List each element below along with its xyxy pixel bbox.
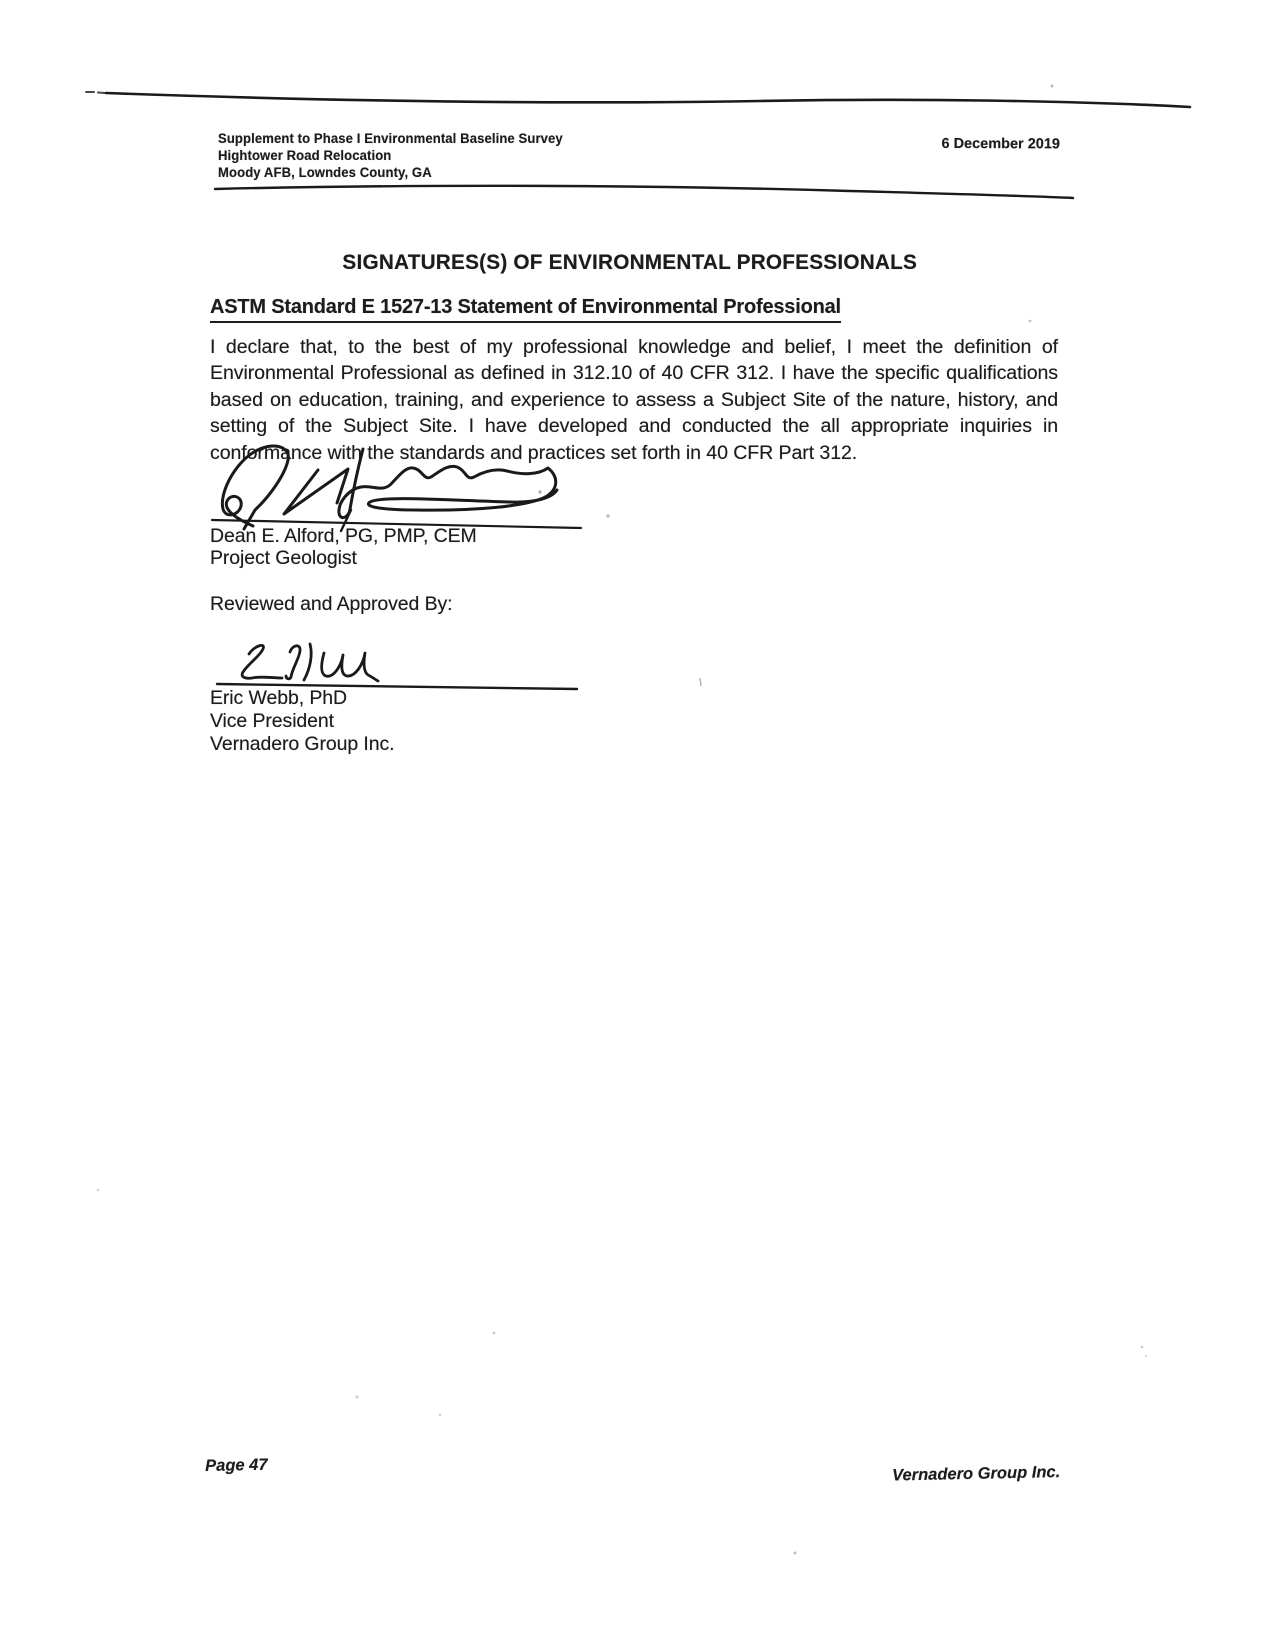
- footer-page-number: Page 47: [205, 1455, 268, 1475]
- speck: [355, 1395, 358, 1398]
- paragraph-line: I declare that, to the best of my professional knowledge and belief, I meet the definition of: [210, 336, 1058, 358]
- approval-label: Reviewed and Approved By:: [210, 593, 453, 615]
- signature-stroke: [284, 469, 348, 514]
- footer-company: Vernadero Group Inc.: [891, 1463, 1061, 1485]
- speck: [1141, 1346, 1144, 1349]
- header-line-road: Hightower Road Relocation: [218, 147, 392, 163]
- section-heading-text: ASTM Standard E 1527-13 Statement of Environmental Professional: [210, 296, 841, 323]
- header-line-location: Moody AFB, Lowndes County, GA: [218, 164, 432, 180]
- signatory1-role: Project Geologist: [210, 547, 357, 569]
- speck: [1029, 320, 1032, 323]
- paragraph-line: conformance with the standards and practices set forth in 40 CFR Part 312.: [210, 441, 858, 464]
- header-line-project: Supplement to Phase I Environmental Baseline Survey: [218, 131, 563, 146]
- paragraph-line: setting of the Subject Site. I have developed and conducted the all appropriate inquiries in: [210, 415, 1058, 438]
- top-rule-dashes: [86, 92, 105, 93]
- speck: [1051, 85, 1054, 88]
- declaration-paragraph: [210, 334, 1058, 466]
- section-heading: [210, 296, 841, 323]
- speck: [1145, 1355, 1147, 1357]
- signature-stroke: [304, 644, 311, 680]
- speck: [493, 1332, 496, 1335]
- speck: [794, 1552, 797, 1555]
- header-date: 6 December 2019: [941, 135, 1061, 153]
- eric-webb-signature: [242, 644, 378, 681]
- top-rule: [106, 93, 1190, 107]
- speck: [97, 1189, 100, 1192]
- signatory1-name: Dean E. Alford, PG, PMP, CEM: [210, 525, 477, 547]
- report-header: [218, 131, 761, 181]
- speck: [439, 1414, 442, 1417]
- speck: [606, 514, 609, 517]
- speck: [700, 678, 701, 686]
- signature-stroke: [286, 646, 300, 679]
- signature-stroke: [322, 653, 378, 681]
- signatory2-name: Eric Webb, PhD: [210, 687, 347, 709]
- signatory2-role: Vice President: [210, 710, 334, 732]
- signatory2-company: Vernadero Group Inc.: [210, 733, 395, 755]
- speck: [538, 490, 541, 493]
- page-title: SIGNATURES(S) OF ENVIRONMENTAL PROFESSIONALS: [342, 251, 918, 274]
- signature-stroke: [242, 645, 282, 678]
- paragraph-line: based on education, training, and experience to assess a Subject Site of the nature, history, and: [210, 388, 1058, 411]
- paragraph-line: Environmental Professional as defined in 312.10 of 40 CFR 312. I have the specific qualifications: [210, 362, 1058, 385]
- header-rule: [215, 186, 1073, 198]
